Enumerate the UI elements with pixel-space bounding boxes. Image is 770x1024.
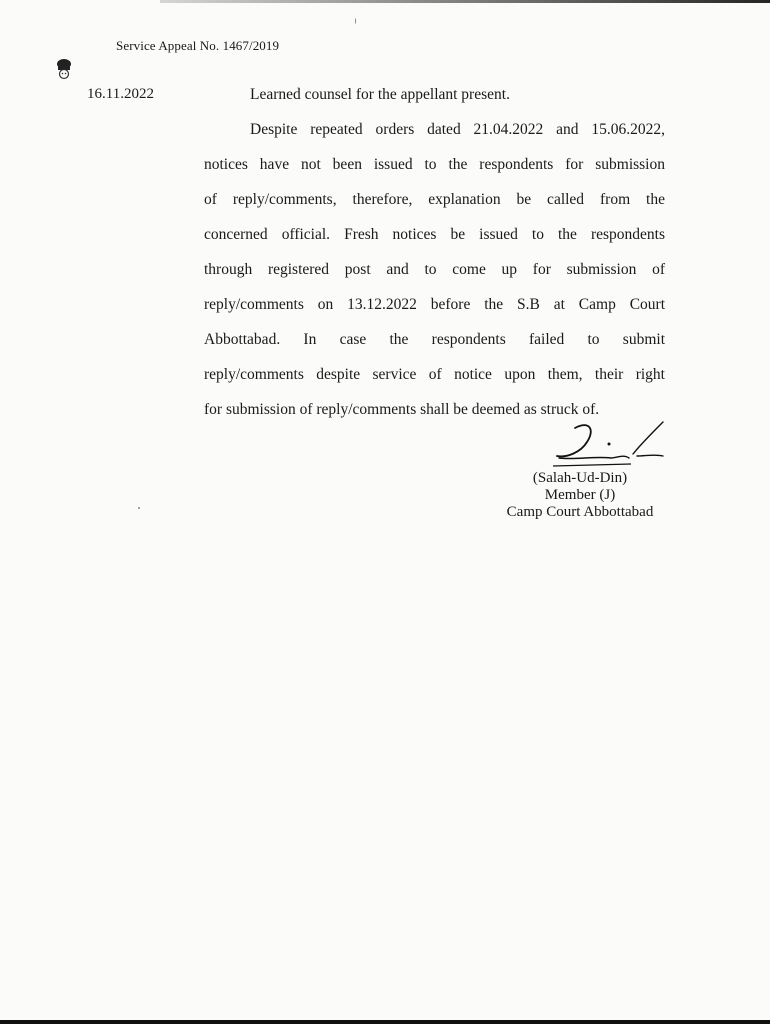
signatory-designation: Member (J) xyxy=(544,487,616,503)
scan-top-edge xyxy=(160,0,770,3)
handwritten-signature xyxy=(545,416,675,471)
paragraph-2-line-3: of reply/comments, therefore, explanation be called from the xyxy=(204,191,665,208)
order-paragraph-1 xyxy=(204,86,665,121)
signatory-block xyxy=(480,470,680,521)
paragraph-2-line-1: Despite repeated orders dated 21.04.2022 and 15.06.2022, xyxy=(250,121,665,138)
signatory-location: Camp Court Abbottabad xyxy=(506,504,654,520)
paragraph-2-line-8: reply/comments despite service of notice upon them, their right xyxy=(204,366,665,383)
case-number-header: Service Appeal No. 1467/2019 xyxy=(116,38,280,53)
paragraph-2-line-9: for submission of reply/comments shall be deemed as struck of. xyxy=(204,401,600,418)
paragraph-2-line-5: through registered post and to come up for submission of xyxy=(204,261,665,278)
paragraph-2-line-2: notices have not been issued to the respondents for submission xyxy=(204,156,665,173)
signatory-name: (Salah-Ud-Din) xyxy=(532,470,628,486)
order-date: 16.11.2022 xyxy=(87,86,154,102)
scan-speck xyxy=(138,507,140,509)
scan-speck xyxy=(355,18,356,24)
court-stamp-icon xyxy=(52,56,76,80)
order-paragraph-2 xyxy=(204,121,665,436)
paragraph-2-line-4: concerned official. Fresh notices be issued to the respondents xyxy=(204,226,665,243)
paragraph-2-line-6: reply/comments on 13.12.2022 before the S.B at Camp Court xyxy=(204,296,665,313)
paragraph-1-line: Learned counsel for the appellant present. xyxy=(250,86,510,103)
scan-bottom-edge xyxy=(0,1020,770,1024)
paragraph-2-line-7: Abbottabad. In case the respondents failed to submit xyxy=(204,331,665,348)
